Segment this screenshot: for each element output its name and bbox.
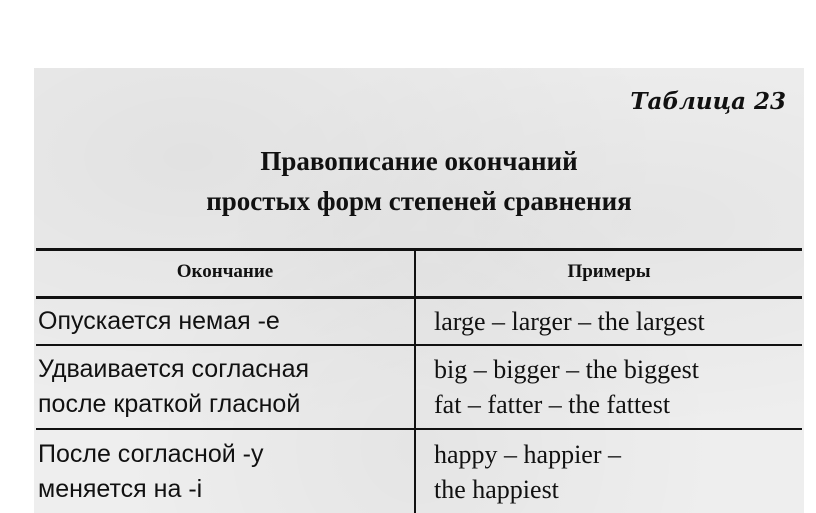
column-divider xyxy=(414,250,416,513)
table-cell-ending: Опускается немая -е xyxy=(38,307,280,335)
table-number: Таблица 23 xyxy=(630,88,786,115)
row-divider xyxy=(36,428,802,430)
column-header-examples: Примеры xyxy=(567,261,651,282)
table-title-line-2: простых форм степеней сравнения xyxy=(206,186,632,216)
column-header-ending: Окончание xyxy=(176,261,274,282)
table-top-border xyxy=(36,248,802,251)
table-title-line-1: Правописание окончаний xyxy=(260,146,578,176)
table-cell-example: the happiest xyxy=(434,475,559,504)
header-divider xyxy=(36,296,802,299)
table-cell-ending: Удваивается согласная xyxy=(38,355,310,383)
table-cell-example: happy – happier – xyxy=(434,440,622,469)
row-divider xyxy=(36,344,802,346)
table-cell-ending: после краткой гласной xyxy=(38,390,301,418)
table-cell-ending: После согласной -у xyxy=(38,440,264,468)
scanned-table-image xyxy=(34,68,804,513)
table-cell-example: fat – fatter – the fattest xyxy=(434,390,671,419)
table-cell-ending: меняется на -i xyxy=(38,475,203,503)
table-cell-example: large – larger – the largest xyxy=(434,307,705,336)
table-cell-example: big – bigger – the biggest xyxy=(434,355,700,384)
